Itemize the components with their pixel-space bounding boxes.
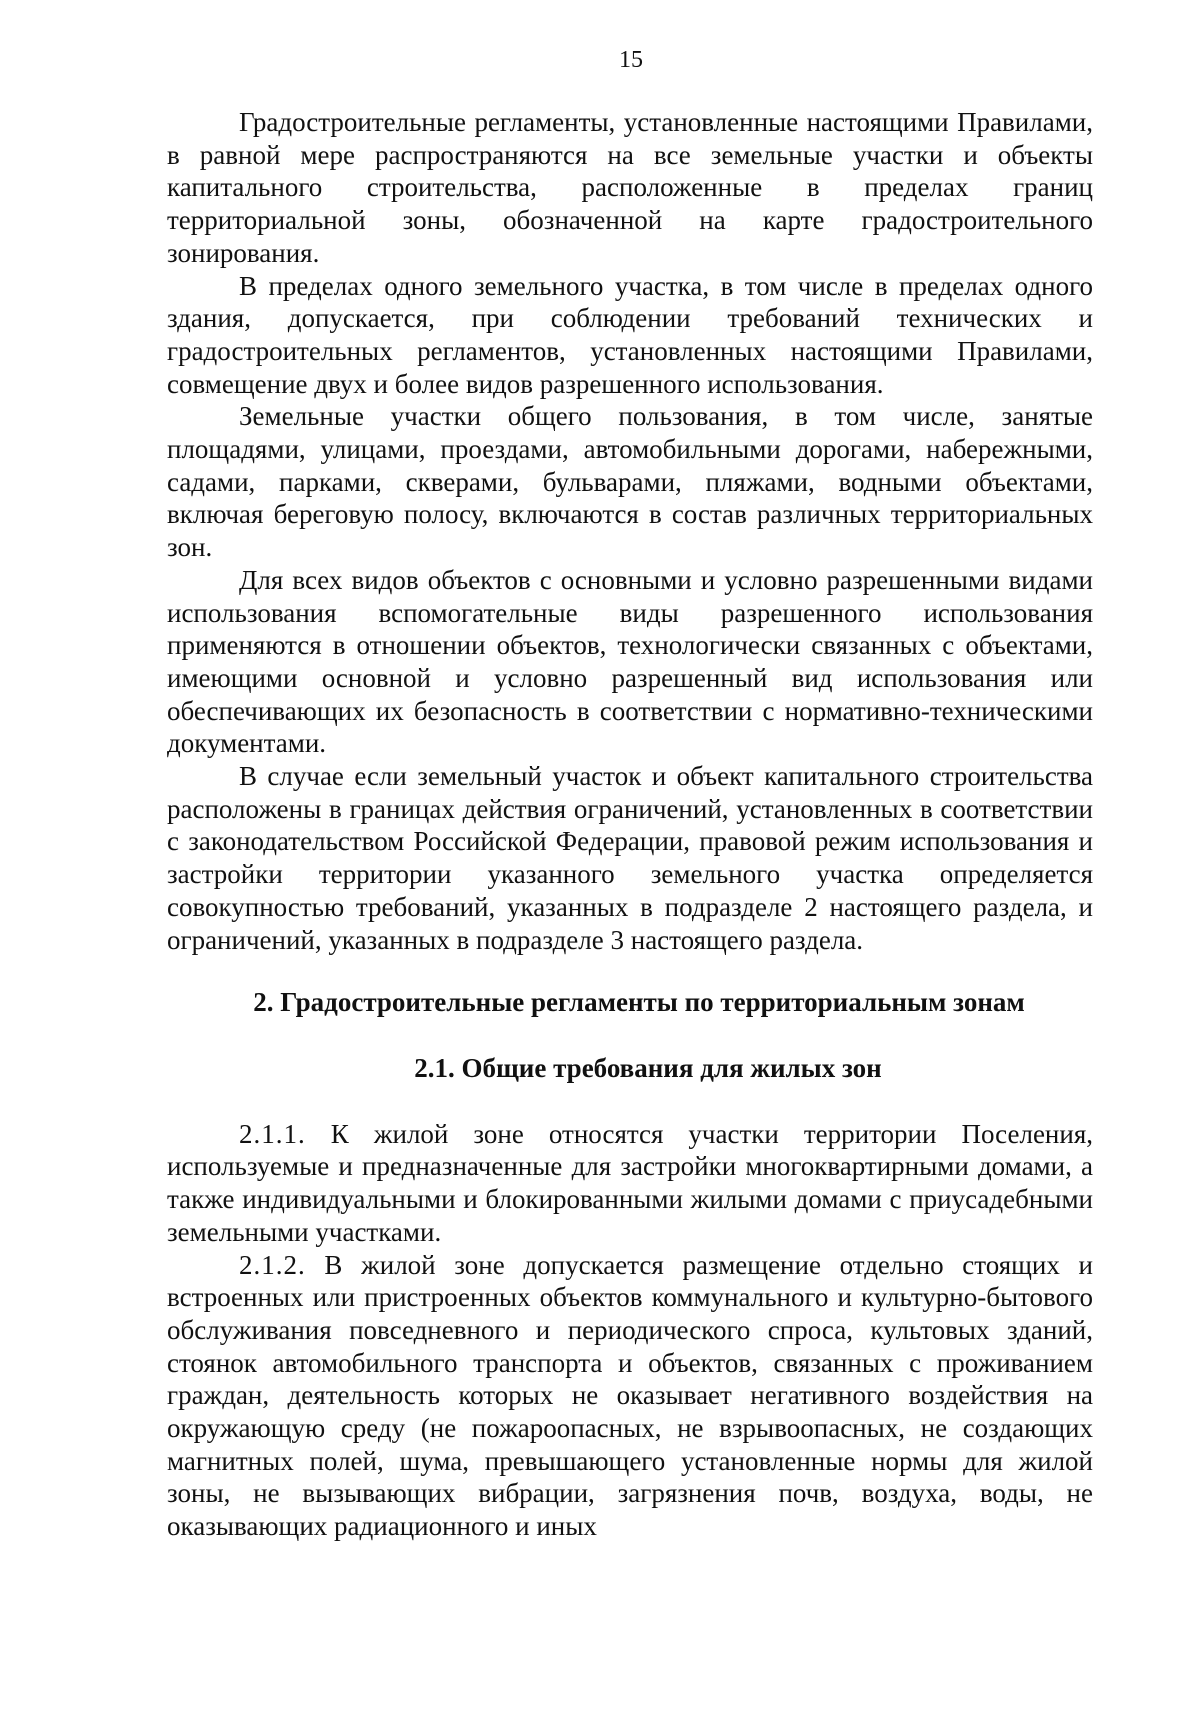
clause-number: 2.1.1. [239,1118,306,1149]
paragraph: Градостроительные регламенты, установленные настоящими Правилами, в равной мере распространяются на все земельные участки и объекты капитального строительства, расположенные в пределах границ территориальной зоны, обозначенной на карте градостроительного зонирования. [167,107,1093,268]
paragraph: В случае если земельный участок и объект капитального строительства расположены в границах действия ограничений, установленных в соответствии с законодательством Российской Федерации, правовой режим использования и застройки территории указанного земельного участка определяется совокупностью требований, указанных в подразделе 2 настоящего раздела, и ограничений, указанных в подразделе 3 настоящего раздела. [167,761,1093,955]
paragraph: В пределах одного земельного участка, в том числе в пределах одного здания, допускается, при соблюдении требований технических и градостроительных регламентов, установленных настоящими Правилами, совмещение двух и более видов разрешенного использования. [167,270,1093,399]
clause-text: К жилой зоне относятся участки территории Поселения, используемые и предназначенные для застройки многоквартирными домами, а также индивидуальными и блокированными жилыми домами с приусадебными земельными участками. [167,1118,1093,1247]
paragraph: Земельные участки общего пользования, в том числе, занятые площадями, улицами, проездами, автомобильными дорогами, набережными, садами, парками, скверами, бульварами, пляжами, водными объектами, включая береговую полосу, включаются в состав различных территориальных зон. [167,401,1093,563]
clause [167,1118,1093,1249]
paragraph: Для всех видов объектов с основными и условно разрешенными видами использования вспомогательные виды разрешенного использования применяются в отношении объектов, технологически связанных с объектами, имеющими основной и условно разрешенный вид использования или обеспечивающих их безопасность в соответствии с нормативно-техническими документами. [167,564,1093,759]
clause [167,1249,1093,1543]
clause-text: В жилой зоне допускается размещение отдельно стоящих и встроенных или пристроенных объектов коммунального и культурно-бытового обслуживания повседневного и периодического спроса, культовых зданий, стоянок автомобильного транспорта и объектов, связанных с проживанием граждан, деятельность которых не оказывает негативного воздействия на окружающую среду (не пожароопасных, не взрывоопасных, не создающих магнитных полей, шума, превышающего установленные нормы для жилой зоны, не вызывающих вибрации, загрязнения почв, воздуха, воды, не оказывающих радиационного и иных [167,1249,1093,1542]
clause-number: 2.1.2. [239,1249,306,1280]
document-body [167,106,1093,1543]
subsection-heading: 2.1. Общие требования для жилых зон [414,1052,882,1083]
section-heading: 2. Градостроительные регламенты по территориальным зонам [253,987,1025,1018]
page-number: 15 [619,47,643,73]
